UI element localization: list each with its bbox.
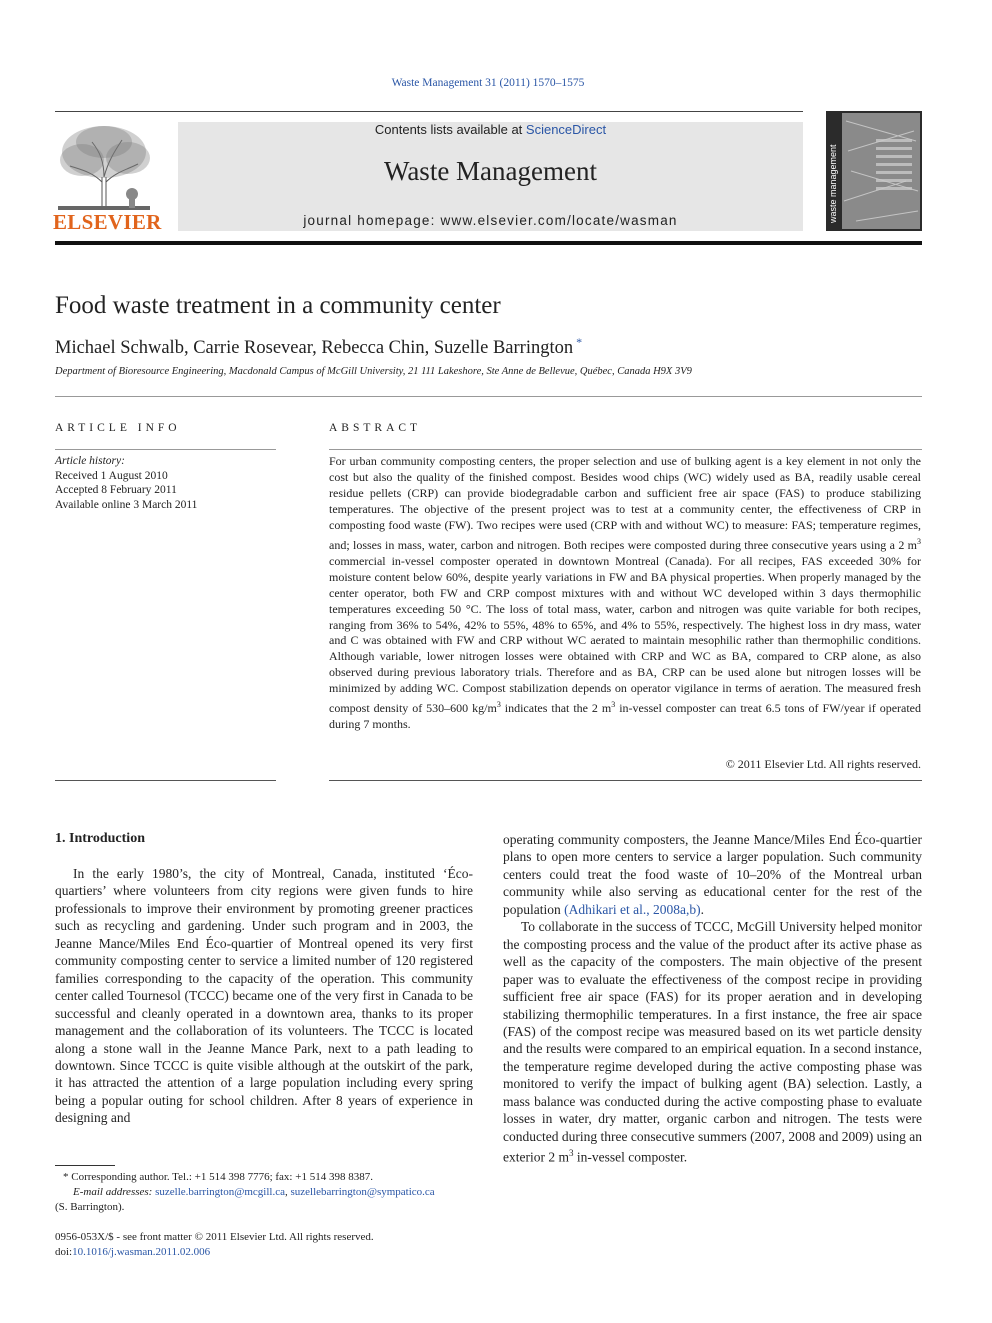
article-title: Food waste treatment in a community center — [55, 292, 501, 319]
journal-reference[interactable]: Waste Management 31 (2011) 1570–1575 — [391, 77, 585, 89]
footnote-rule — [55, 1165, 115, 1166]
corresponding-line: * Corresponding author. Tel.: +1 514 398 7776; fax: +1 514 398 8387. — [63, 1171, 373, 1183]
section-heading-introduction: 1. Introduction — [55, 831, 145, 846]
affiliation: Department of Bioresource Engineering, Macdonald Campus of McGill University, 21 111 Lakeshore, Ste Anne de Bellevue, Québec, Canada H9X 3V9 — [55, 366, 692, 377]
intro-paragraph-1-continued: operating community composters, the Jeanne Mance/Miles End Éco-quartier plans to open more centers to service a larger population. Such community centers could treat the food waste of 10–20% of the Montreal urban community while also serving as educational center for the rest of the population (Adhikari et al., 2008a,b). — [503, 832, 922, 917]
intro-paragraph-1: In the early 1980’s, the city of Montreal, Canada, instituted ‘Éco-quartiers’ where volunteers from city regions were given funds to hire professionals to improve their environment by promoting greener practices such as recycling and gardening. Under such program and in 2003, the Jeanne Mance/Miles End Éco-quartier of Montreal opened its very first community composting center to service a limited number of 120 registered families corresponding to the capacity of the operation. This community center called Tournesol (TCCC) became one of the very first in Canada to be successful and cleanly operated in a downtown area, thanks to its proper management and the collaboration of its volunteers. The TCCC is located along a stone wall in the Jeanne Mance Park, next to a path leading to downtown. Since TCCC is quite visible although at the outskirt of the park, it has attracted the attention of a large population including every spring being a popular outing for school children. After 8 years of experience in designing and — [55, 866, 473, 1126]
article-info-heading: ARTICLE INFO — [55, 422, 181, 434]
header-thick-rule — [55, 241, 922, 245]
article-history — [55, 454, 197, 512]
online-date: Available online 3 March 2011 — [55, 498, 198, 511]
copyright-notice: © 2011 Elsevier Ltd. All rights reserved. — [725, 757, 921, 771]
title-divider — [55, 396, 922, 397]
abstract-body: For urban community composting centers, the proper selection and use of bulking agent is a key element in not only the cost but also the quality of the finished compost. Besides wood chips (WC) widely used as BA, readily usable cereal residue pellets (CRP) can provide biodegradable carbon and sufficient free air space (FAS) to produce stabilizing temperatures. The objective of the present project was to test at a community center, the effectiveness of CRP in composting food waste (FW). Two recipes were used (CRP with and without WC) to measure: FAS; temperature regimes, and; losses in mass, water, carbon and nitrogen. Both recipes were composted during three consecutive years using a 2 $m^3$ commercial in-vessel composter operated in downtown Montreal (Canada). For all recipes, FAS exceeded 30% for moisture content below 60%, despite yearly variations in FW and BA physical properties. When properly managed by the center operator, both FW and CRP compost mixtures with and without WC developed within 3 days thermophilic temperatures exceeding 50 °C. The loss of total mass, water, carbon and nitrogen was quite variable for both recipes, ranging from 36% to 54%, 42% to 55%, 48% to 65%, and 4% to 55%, respectively. The highest loss in dry mass, water and C was obtained with FW and CRP without WC aerated to maintain mesophilic rather than thermophilic conditions. Although variable, lower nitrogen losses were obtained with CRP and WC as BA, compared to CRP alone, as also observed during previous laboratory trials. Therefore and as BA, CRP can be used alone but nitrogen losses will be minimized by adding WC. Compost stabilization depends on operator vigilance in terms of aeration. The measured fresh compost density of 530–600 $kg/m^3$ indicates that the 2 $m^3$ in-vessel composter can treat 6.5 tons of FW/year if operated during 7 months. — [329, 454, 922, 732]
body-column-right — [503, 831, 922, 1166]
body-column-left — [55, 865, 473, 1127]
article-info-bottom-rule — [55, 780, 276, 781]
issn-line: 0956-053X/$ - see front matter © 2011 Elsevier Ltd. All rights reserved. — [55, 1231, 374, 1243]
doi-line: doi:10.1016/j.wasman.2011.02.006 — [55, 1246, 211, 1258]
abstract-bottom-rule — [329, 780, 922, 781]
accepted-date: Accepted 8 February 2011 — [55, 484, 177, 496]
abstract-rule — [329, 449, 922, 450]
email-line: E-mail addresses: suzelle.barrington@mcgill.ca, suzellebarrington@sympatico.ca — [73, 1186, 435, 1198]
corresponding-author-mark[interactable]: * — [576, 335, 583, 349]
article-info-rule — [55, 449, 276, 450]
homepage-url[interactable]: www.elsevier.com/locate/wasman — [440, 213, 678, 228]
journal-homepage — [178, 213, 803, 228]
top-rule — [55, 111, 803, 112]
author-name-note: (S. Barrington). — [55, 1201, 125, 1213]
elsevier-wordmark: ELSEVIER — [53, 210, 162, 234]
doi-link[interactable]: 10.1016/j.wasman.2011.02.006 — [72, 1246, 211, 1258]
email-link-sympatico[interactable]: suzellebarrington@sympatico.ca — [290, 1186, 435, 1198]
journal-cover-image — [826, 111, 922, 231]
abstract-heading: ABSTRACT — [329, 422, 422, 434]
sciencedirect-link[interactable]: ScienceDirect — [525, 122, 607, 137]
cover-title: waste management — [828, 144, 838, 223]
front-matter — [55, 1230, 374, 1260]
history-label: Article history: — [55, 455, 125, 467]
contents-prefix: Contents lists available at — [374, 122, 526, 137]
received-date: Received 1 August 2010 — [55, 469, 168, 482]
citation-adhikari[interactable]: (Adhikari et al., 2008a,b) — [564, 901, 701, 917]
journal-title: Waste Management — [384, 156, 597, 186]
email-link-mcgill[interactable]: suzelle.barrington@mcgill.ca — [155, 1186, 285, 1198]
author-list — [55, 335, 582, 359]
homepage-prefix: journal homepage: — [303, 213, 441, 228]
contents-line — [178, 122, 803, 137]
intro-paragraph-2: To collaborate in the success of TCCC, McGill University helped monitor the composting process and the value of the product after its active phase as well as the capacity of the composters. The main objective of the present paper was to evaluate the effectiveness of the compost recipe in providing sufficient free air space (FAS) for its proper aeration and in developing stabilizing thermophilic temperatures. In a first instance, the free air space (FAS) of the compost recipe was measured based on its wet particle density and the results were compared to an empirical equation. In a second instance, the temperature regime developed during the active composting phase was monitored to verify the impact of bulking agent (BA) selection. Lastly, a mass balance was conducted during the active composting phase to evaluate losses in water, dry matter, organic carbon and nitrogen. The tests were conducted during three consecutive summers (2007, 2008 and 2009) using an exterior 2 $m^3$ in-vessel composter. — [503, 919, 922, 1165]
corresponding-author-footnote — [55, 1170, 475, 1215]
authors-text: Michael Schwalb, Carrie Rosevear, Rebecca Chin, Suzelle Barrington — [55, 338, 574, 359]
